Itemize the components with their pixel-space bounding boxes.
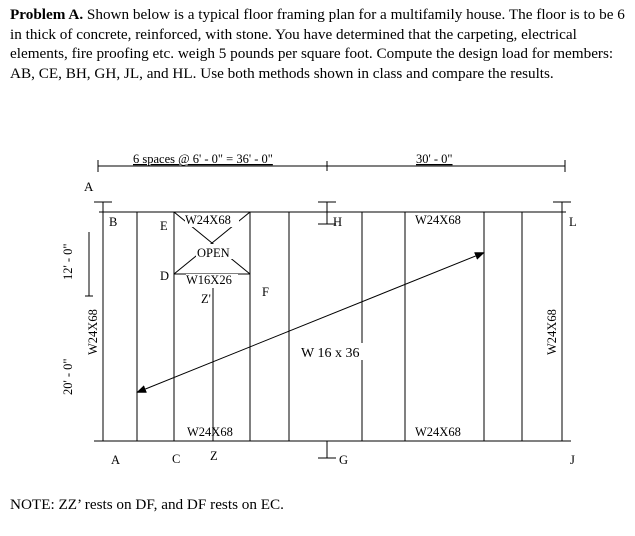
joists [137,212,522,441]
dim-right-top-label: 30' - 0" [416,152,453,166]
columns [94,202,571,458]
label-C: C [172,452,181,466]
column-left-label: W24X68 [86,309,100,355]
label-E: E [160,219,168,233]
beam-mid-label: W16X26 [186,273,232,287]
label-Zprime: Z' [201,292,211,306]
dim-side-lower-label: 20' - 0" [61,358,75,395]
beam-bottom-left-label: W24X68 [187,425,233,439]
note: NOTE: ZZ’ rests on DF, and DF rests on EC. [10,496,284,513]
girders [99,212,566,441]
label-Z: Z [210,449,218,463]
column-G [318,441,336,458]
span-label: W 16 x 36 [301,346,360,361]
dim-side-upper-label: 12' - 0" [61,243,75,280]
problem-label: Problem A. [10,6,84,23]
beam-bottom-right-label: W24X68 [415,425,461,439]
beam-top-left-label: W24X68 [185,213,231,227]
label-D: D [160,269,170,283]
label-B: B [109,215,118,229]
label-L: L [569,215,577,229]
label-J: J [570,453,575,467]
beam-top-right-label: W24X68 [415,213,461,227]
opening-label: OPEN [197,246,230,260]
left-dimension [85,232,93,296]
dim-left-top-label: 6 spaces @ 6' - 0" = 36' - 0" [133,152,273,166]
problem-text: Shown below is a typical floor framing plan for a multifamily house. The floor is to be 6 in thick of concrete, reinforced, with stone. You have determined that the carpeting, electrical elements, fire proofing etc. weigh 5 pounds per square foot. Compute the design load for members: AB, CE, BH, GH, JL, and HL. Use both methods shown in class and compare the results. [10,6,625,82]
label-A-bottom: A [111,453,121,467]
label-G: G [339,453,349,467]
label-H: H [333,215,343,229]
label-A-top: A [84,179,94,194]
label-F: F [262,285,269,299]
column-right-label: W24X68 [545,309,559,355]
